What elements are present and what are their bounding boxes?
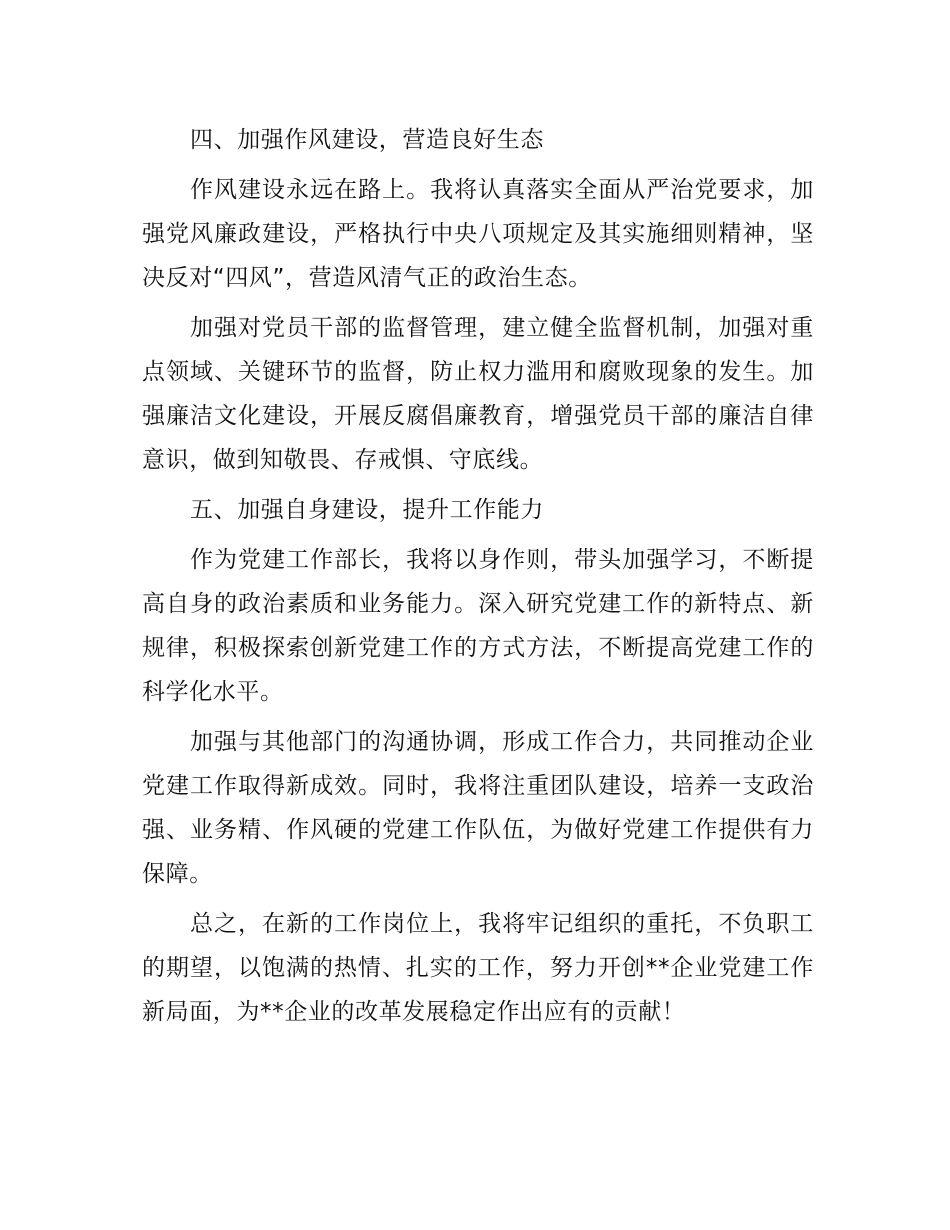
section-heading-5: 五、加强自身建设，提升工作能力 bbox=[190, 497, 544, 523]
body-paragraph: 作为党建工作部长，我将以身作则，带头加强学习，不断提高自身的政治素质和业务能力。深入研究党建工作的新特点、新规律，积极探索创新党建工作的方式方法，不断提高党建工作的科学化水平。 bbox=[142, 547, 814, 705]
body-paragraph: 作风建设永远在路上。我将认真落实全面从严治党要求，加强党风廉政建设，严格执行中央八项规定及其实施细则精神，坚决反对“四风”，营造风清气正的政治生态。 bbox=[142, 177, 814, 291]
section-heading-4: 四、加强作风建设，营造良好生态 bbox=[190, 127, 544, 153]
document-body bbox=[142, 118, 814, 1034]
closing-paragraph: 总之，在新的工作岗位上，我将牢记组织的重托，不负职工的期望，以饱满的热情、扎实的工作，努力开创**企业党建工作新局面，为**企业的改革发展稳定作出应有的贡献！ bbox=[142, 911, 814, 1025]
body-paragraph: 加强对党员干部的监督管理，建立健全监督机制，加强对重点领域、关键环节的监督，防止权力滥用和腐败现象的发生。加强廉洁文化建设，开展反腐倡廉教育，增强党员干部的廉洁自律意识，做到知敬畏、存戒惧、守底线。 bbox=[142, 315, 814, 473]
body-paragraph: 加强与其他部门的沟通协调，形成工作合力，共同推动企业党建工作取得新成效。同时，我将注重团队建设，培养一支政治强、业务精、作风硬的党建工作队伍，为做好党建工作提供有力保障。 bbox=[142, 729, 814, 887]
